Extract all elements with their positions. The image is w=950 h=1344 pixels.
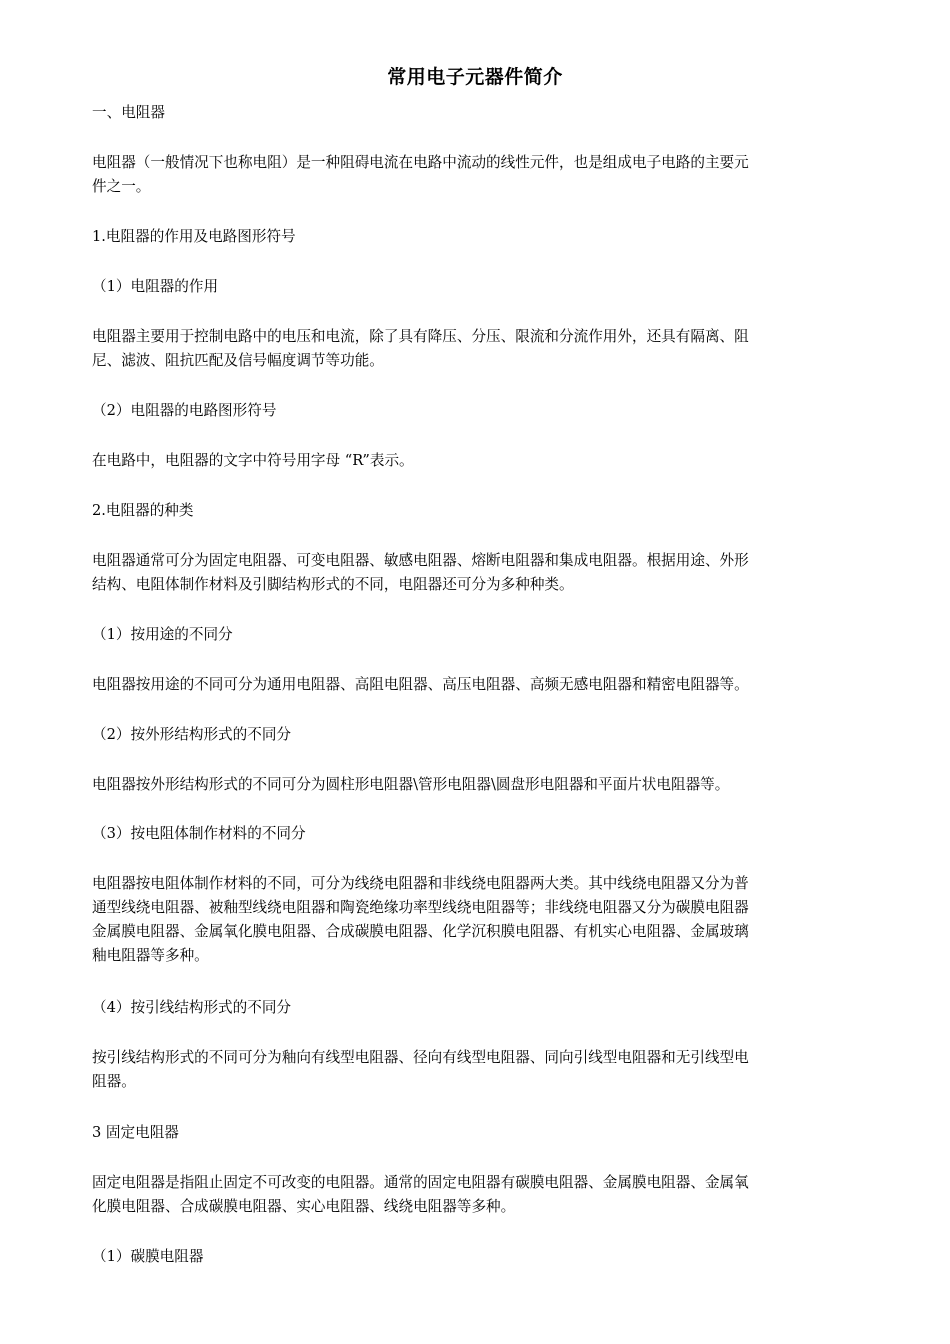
paragraph-line: 通型线绕电阻器、被釉型线绕电阻器和陶瓷绝缘功率型线绕电阻器等；非线绕电阻器又分为碳膜电阻器 xyxy=(92,899,749,916)
paragraph: 电阻器按用途的不同可分为通用电阻器、高阻电阻器、高压电阻器、高频无感电阻器和精密电阻器等。 xyxy=(92,676,749,693)
subsection-heading: 1.电阻器的作用及电路图形符号 xyxy=(92,228,296,245)
paragraph: 在电路中，电阻器的文字中符号用字母 “R”表示。 xyxy=(92,452,414,469)
subsection-heading: 3 固定电阻器 xyxy=(92,1124,179,1141)
paragraph: 电阻器按外形结构形式的不同可分为圆柱形电阻器\管形电阻器\圆盘形电阻器和平面片状电阻器等。 xyxy=(92,776,730,793)
paragraph-line: 固定电阻器是指阻止固定不可改变的电阻器。通常的固定电阻器有碳膜电阻器、金属膜电阻器、金属氧 xyxy=(92,1174,749,1191)
paragraph xyxy=(92,325,860,373)
paragraph xyxy=(92,549,860,597)
paragraph xyxy=(92,1046,860,1094)
subsection-heading: （2）按外形结构形式的不同分 xyxy=(92,726,292,743)
paragraph-line: 釉电阻器等多种。 xyxy=(92,947,209,964)
paragraph xyxy=(92,1171,860,1219)
paragraph-line: 电阻器主要用于控制电路中的电压和电流，除了具有降压、分压、限流和分流作用外，还具有隔离、阻 xyxy=(92,328,749,345)
subsection-heading: （1）按用途的不同分 xyxy=(92,626,233,643)
paragraph-line: 电阻器按电阻体制作材料的不同，可分为线绕电阻器和非线绕电阻器两大类。其中线绕电阻器又分为普 xyxy=(92,875,749,892)
section-heading: 一、电阻器 xyxy=(92,104,165,121)
subsection-heading: 2.电阻器的种类 xyxy=(92,502,194,519)
paragraph-line: 结构、电阻体制作材料及引脚结构形式的不同，电阻器还可分为多种种类。 xyxy=(92,576,574,593)
paragraph-line: 化膜电阻器、合成碳膜电阻器、实心电阻器、线绕电阻器等多种。 xyxy=(92,1198,516,1215)
subsection-heading: （4）按引线结构形式的不同分 xyxy=(92,999,292,1016)
document-title: 常用电子元器件简介 xyxy=(387,66,563,88)
paragraph-line: 电阻器（一般情况下也称电阻）是一种阻碍电流在电路中流动的线性元件，也是组成电子电路的主要元 xyxy=(92,154,749,171)
paragraph-line: 电阻器通常可分为固定电阻器、可变电阻器、敏感电阻器、熔断电阻器和集成电阻器。根据用途、外形 xyxy=(92,552,749,569)
subsection-heading: （3）按电阻体制作材料的不同分 xyxy=(92,825,306,842)
paragraph xyxy=(92,151,860,199)
paragraph xyxy=(92,872,860,968)
paragraph-line: 金属膜电阻器、金属氧化膜电阻器、合成碳膜电阻器、化学沉积膜电阻器、有机实心电阻器、金属玻璃 xyxy=(92,923,749,940)
paragraph-line: 件之一。 xyxy=(92,178,151,195)
subsection-heading: （2）电阻器的电路图形符号 xyxy=(92,402,277,419)
paragraph-line: 尼、滤波、阻抗匹配及信号幅度调节等功能。 xyxy=(92,352,384,369)
paragraph-line: 按引线结构形式的不同可分为釉向有线型电阻器、径向有线型电阻器、同向引线型电阻器和无引线型电 xyxy=(92,1049,749,1066)
subsection-heading: （1）碳膜电阻器 xyxy=(92,1248,204,1265)
subsection-heading: （1）电阻器的作用 xyxy=(92,278,219,295)
paragraph-line: 阻器。 xyxy=(92,1073,136,1090)
